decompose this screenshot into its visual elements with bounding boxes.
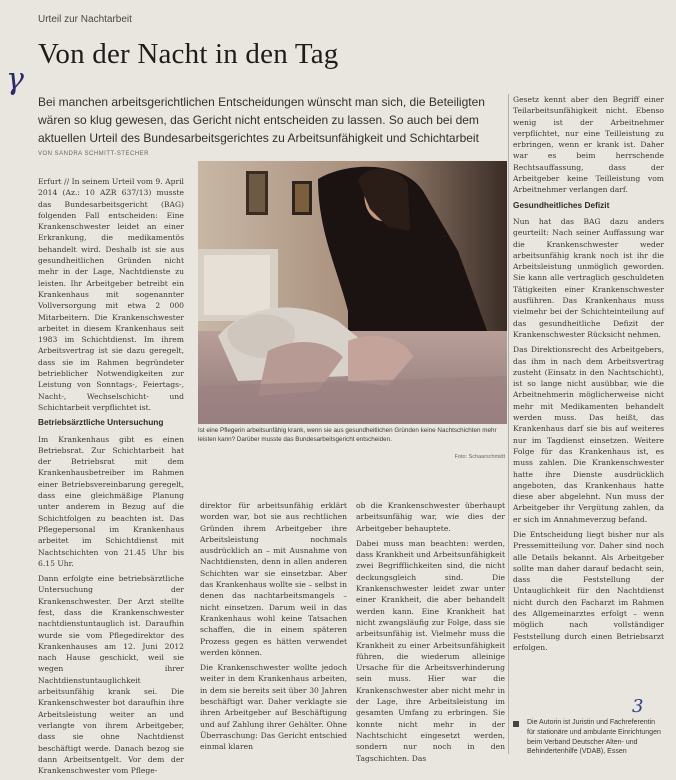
column-2-left (200, 500, 347, 757)
paragraph: Erfurt // In seinem Urteil vom 9. April 2014 (Az.: 10 AZR 637/13) musste das Bundesarbeitsgericht (BAG) folgenden Fall entscheiden: Eine Krankenschwester leidet an einer Erkrankung, die medikamentös behandelt wird. Deshalb ist sie aus gesundheitlichen Gründen nicht mehr in der Lage, Nachtdienste zu leisten. Ihr Arbeitgeber betreibt ein Krankenhaus mit sogenannter Vollversorgung mit etwa 2 000 Mitarbeitern. Die Krankenschwester arbeitet in diesem Krankenhaus seit 1983 im Schichtdienst. Im ihrem Arbeitsvertrag ist sie dazu geregelt, dass sie im Rahmen begründeter betrieblicher Notwendigkeiten zur Leistung von Sonntags-, Feiertags-, Nacht-, Wechselschicht- und Schichtarbeit verpflichtet ist. (38, 177, 184, 412)
article-title: Von der Nacht in den Tag (38, 38, 339, 70)
column-divider (508, 94, 509, 754)
paragraph: Dabei muss man beachten: werden, dass Krankheit und Arbeitsunfähigkeit zwei Begrifflichkeiten sind, die nicht deckungsgleich sind. Die Krankenschwester leidet zwar unter einer Krankheit, die aber behandelt werden kann. Eine Krankheit hat nicht zwangsläufig zur Folge, dass sie arbeitsunfähig ist. Vielmehr muss die Krankheit zu einer Arbeitsunfähigkeit führen, die wiederum alleinige Ursache für die Arbeitsverhinderung sein muss. Hier war die Krankenschwester aber nicht mehr in der Lage, ihre Arbeitsleistung im gesamten Umfang zu erbringen. Sie konnte nicht mehr in der Nachtschicht eingesetzt werden, sondern nur noch in den Tagschichten. Das (356, 538, 505, 763)
handwritten-margin-mark: γ (6, 62, 24, 97)
subheading: Betriebsärztliche Untersuchung (38, 417, 164, 428)
handwritten-page-number: 3 (632, 696, 644, 717)
byline: VON SANDRA SCHMITT-STECHER (38, 151, 150, 157)
photo-credit: Foto: Schaarschmidt (454, 454, 505, 460)
paragraph: Die Entscheidung liegt bisher nur als Pressemitteilung vor. Daher sind noch alle Details bekannt. Als Arbeitgeber sollte man daher darauf bedacht sein, dass die Feststellung der Untauglichkeit für den Nachtdienst nicht durch den Facharzt im Rahmen des Allgemeinarztes erfolgt – wenn möglich nach vollständiger Feststellung durch einen Betriebsarzt erfolgen. (513, 529, 664, 652)
paragraph: Die Krankenschwester wollte jedoch weiter in dem Krankenhaus arbeiten, in dem sie bereits seit über 30 Jahren beschäftigt war. Daher verklagte sie ihren Arbeitgeber auf Beschäftigung und auf Zahlung ihrer Gehälter. Ohne Überraschung: Das Gericht entschied einmal klaren (200, 663, 347, 752)
article-lead: Bei manchen arbeitsgerichtlichen Entscheidungen wünscht man sich, die Beteiligten wären so klug gewesen, das Gericht nicht entscheiden zu lassen. So auch bei dem aktuellen Urteil des Bundesarbeitsgerichtes zu Arbeitsunfähigkeit und Schichtarbeit (38, 95, 485, 145)
photo-illustration (198, 161, 507, 424)
article-photo (198, 161, 507, 424)
author-note: Die Autorin ist Juristin und Fachreferentin für stationäre und ambulante Einrichtungen beim Verband Deutscher Alten- und Behindertenhilfe (VDAB), Essen (527, 719, 661, 756)
column-2-right (356, 500, 505, 768)
paragraph: Im Krankenhaus gibt es einen Betriebsrat. Zur Schichtarbeit hat der Betriebsrat mit dem Krankenhausbetreiber im Rahmen einer Betriebsvereinbarung geregelt, dass eine gleichmäßige Planung unter anderem in Bezug auf die Schichtfolgen zu beachten ist. Das Pflegepersonal im Krankenhaus arbeitet im Schichtdienst mit Nachtschichten von 21.45 Uhr bis 6.15 Uhr. (38, 434, 184, 568)
paragraph: Gesetz kennt aber den Begriff einer Teilarbeitsunfähigkeit nicht. Ebenso wenig ist der Arbeitnehmer verpflichtet, nur eine Teilleistung zu erbringen, wenn er krank ist. Daher war es beim herrschende Rechtsauffassung, dass der Arbeitgeber keine Teilleistung vom Arbeitnehmer verlangen darf. (513, 95, 664, 195)
column-1-top (38, 176, 184, 780)
column-3 (513, 94, 664, 657)
subheading: Gesundheitliches Defizit (513, 199, 610, 210)
paragraph: Das Direktionsrecht des Arbeitgebers, das ihm in nach dem Arbeitsvertrag zusteht (Einsatz in den Nachtschicht), ist so lange nicht ausübbar, wie die Arbeitnehmerin möglicherweise nicht mehr mit Medikamenten behandelt werden muss. Das heißt, das Krankenhaus darf sie bis auf weiteres nur im Tagdienst einsetzen. Weitere Folge für das Krankenhaus ist, es muss zahlen. Die Krankenschwester hatte ihre Dienste ausdrücklich angeboten, das Krankenhaus hatte diese aber abgelehnt. Nun muss der Arbeitgeber ihr Vergütung zahlen, da er sich im Annahmeverzug befand. (513, 345, 664, 524)
paragraph: direktor für arbeitsunfähig erklärt worden war, bot sie aus rechtlichen Gründen ihrem Arbeitgeber ihre Arbeitsleistung nochmals ausdrücklich an – mit Ausnahme von Nachtdiensten, denn in allen anderen Schichten war sie einsetzbar. Aber das Krankenhaus wollte sie – selbst in denen das nachtarbeitsmangels – nicht einsetzen. Darum weil in das Krankenhaus wohl keine Tatsachen schaffen, die in einem späteren Prozess gegen es hätten verwendet werden können. (200, 501, 347, 657)
paragraph: ob die Krankenschwester überhaupt arbeitsunfähig war, wie dies der Arbeitgeber behauptete. (356, 501, 505, 533)
photo-caption: Ist eine Pflegerin arbeitsunfähig krank, wenn sie aus gesundheitlichen Gründen keine Nachtschichten mehr leisten kann? Darüber musste das Bundesarbeitsgericht entscheiden. (198, 427, 497, 443)
paragraph: Nun hat das BAG dazu anders geurteilt: Nach seiner Auffassung war die Krankenschwester weder arbeitsunfähig krank noch ist ihr die Arbeitsleistung unmöglich geworden. Sie kann alle vertraglich geschuldeten Tätigkeiten einer Krankenschwester ausführen. Das Krankenhaus muss vielmehr bei der Schichteinteilung auf das gesundheitliche Defizit der Krankenschwester Rücksicht nehmen. (513, 216, 664, 339)
paragraph: Dann erfolgte eine betriebsärztliche Untersuchung der Krankenschwester. Der Arzt stellte fest, dass die Krankenschwester nachtdienstuntauglich ist. Daraufhin wurde sie vom Pflegedirektor des Krankenhauses am 12. Juni 2012 nach Hause geschickt, weil sie wegen ihrer Nachtdienstuntauglichkeit arbeitsunfähig krank sei. Die Krankenschwester bot daraufhin ihre Arbeitsleistung weiter an und verlangte von ihrem Arbeitgeber, dass sie ohne Nachtdienst beschäftigt werde. Danach bezog sie dann Arbeitsentgelt. Vor dem der Krankenschwester vom Pflege- (38, 574, 184, 776)
kicker: Urteil zur Nachtarbeit (38, 14, 132, 25)
